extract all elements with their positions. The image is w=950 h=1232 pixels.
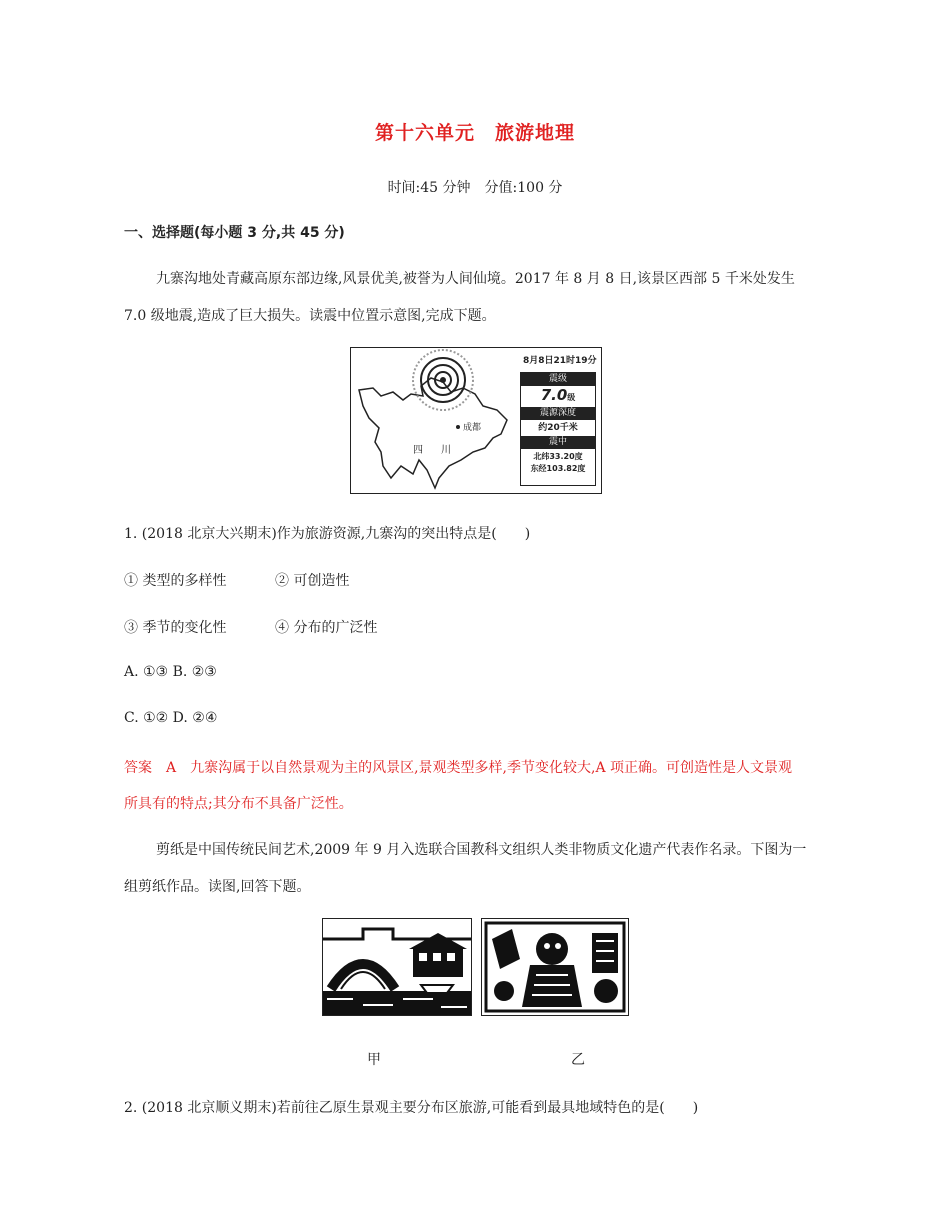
city-label: 成都 xyxy=(463,423,482,433)
province-char-a: 四 xyxy=(413,445,423,456)
chengdu-marker xyxy=(456,425,460,429)
page-title: 第十六单元 旅游地理 xyxy=(374,122,575,144)
q1-stem: 1. (2018 北京大兴期末)作为旅游资源,九寨沟的突出特点是( ) xyxy=(124,526,531,542)
q1-option-4: ④ 分布的广泛性 xyxy=(275,620,378,636)
intro1-line1: 九寨沟地处青藏高原东部边缘,风景优美,被誉为人间仙境。2017 年 8 月 8 日,该景区西部 5 千米处发生 xyxy=(156,271,795,287)
caption-yi: 乙 xyxy=(571,1052,585,1068)
section-heading: 一、选择题(每小题 3 分,共 45 分) xyxy=(124,225,345,241)
quake-info-panel xyxy=(520,372,596,486)
answer1-line1: 答案 A 九寨沟属于以自然景观为主的风景区,景观类型多样,季节变化较大,A 项正确。可创造性是人文景观 xyxy=(124,760,793,776)
paper-cut-left-image xyxy=(322,918,472,1016)
magnitude-row xyxy=(521,386,595,407)
magnitude-unit: 级 xyxy=(567,393,576,402)
earthquake-map-figure xyxy=(350,347,602,494)
epicenter-lat: 北纬33.20度 xyxy=(533,452,583,461)
q1-choices-ab: A. ①③ B. ②③ xyxy=(124,664,217,680)
q1-option-1: ① 类型的多样性 xyxy=(124,573,227,589)
q2-stem: 2. (2018 北京顺义期末)若前往乙原生景观主要分布区旅游,可能看到最具地域特色的是( ) xyxy=(124,1100,699,1116)
epicenter-lon: 东经103.82度 xyxy=(530,464,586,473)
depth-label: 震源深度 xyxy=(521,407,595,420)
magnitude-value: 7.0 xyxy=(540,386,568,404)
intro2-line2: 组剪纸作品。读图,回答下题。 xyxy=(124,879,311,895)
depth-value: 约20千米 xyxy=(538,423,578,433)
caption-jia: 甲 xyxy=(367,1052,381,1068)
province-boundary xyxy=(359,378,507,488)
quake-time: 8月8日21时19分 xyxy=(523,356,597,366)
epicenter-label: 震中 xyxy=(521,436,595,449)
magnitude-label: 震级 xyxy=(521,373,595,386)
q1-option-2: ② 可创造性 xyxy=(275,573,350,589)
intro1-line2: 7.0 级地震,造成了巨大损失。读震中位置示意图,完成下题。 xyxy=(124,308,496,324)
province-char-b: 川 xyxy=(441,445,451,456)
q1-choices-cd: C. ①② D. ②④ xyxy=(124,710,218,726)
exam-meta: 时间:45 分钟 分值:100 分 xyxy=(387,180,563,196)
paper-cut-right-image xyxy=(481,918,629,1016)
epicenter-rings xyxy=(413,350,473,410)
q1-option-3: ③ 季节的变化性 xyxy=(124,620,227,636)
answer1-line2: 所具有的特点;其分布不具备广泛性。 xyxy=(124,796,353,812)
intro2-line1: 剪纸是中国传统民间艺术,2009 年 9 月入选联合国教科文组织人类非物质文化遗产代表作名录。下图为一 xyxy=(156,842,807,858)
